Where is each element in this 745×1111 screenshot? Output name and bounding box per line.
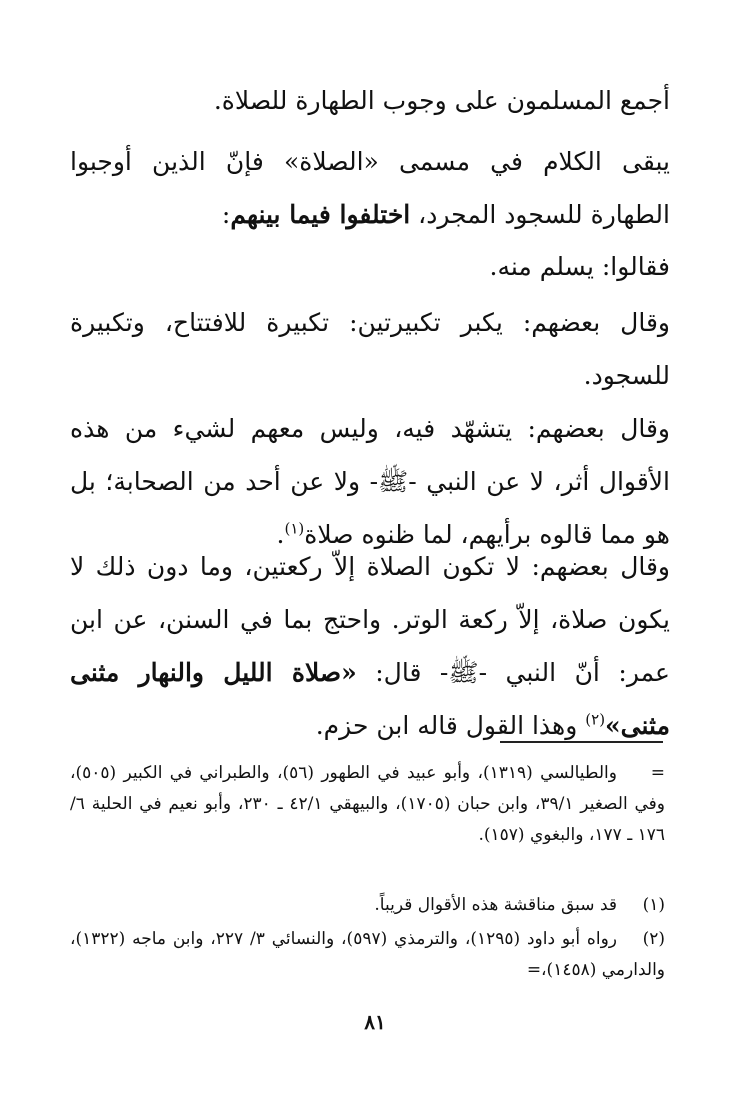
paragraph-4-text: وقال بعضهم: يكبر تكبيرتين: تكبيرة للافتتاح، وتكبيرة للسجود. — [70, 308, 670, 390]
footnote-marker: (١) — [642, 895, 665, 915]
paragraph-3 — [70, 240, 670, 293]
footnote-text: رواه أبو داود (١٢٩٥)، والترمذي (٥٩٧)، والنسائي ٣/ ٢٢٧، وابن ماجه (١٣٢٢)، والدارمي (١٤٥٨)،= — [70, 929, 665, 980]
paragraph-6-end: وهذا القول قاله ابن حزم. — [315, 711, 586, 740]
footnote-marker: (٢) — [642, 929, 665, 949]
footnote-2 — [70, 924, 665, 986]
paragraph-2 — [70, 135, 670, 241]
paragraph-5 — [70, 402, 670, 561]
paragraph-1-text: أجمع المسلمون على وجوب الطهارة للصلاة. — [213, 86, 670, 115]
paragraph-6-text: وقال بعضهم: لا تكون الصلاة إلاّ ركعتين، وما دون ذلك لا يكون صلاة، إلاّ ركعة الوتر. واحتج بما في السنن، عن ابن عمر: أنّ النبي -ﷺ- قال: — [70, 552, 670, 687]
footnote-text: والطيالسي (١٣١٩)، وأبو عبيد في الطهور (٥٦)، والطبراني في الكبير (٥٠٥)، وفي الصغير ٣٩/١، وابن حبان (١٧٠٥)، والبيهقي ٤٢/١ ـ ٢٣٠، وأبو نعيم في الحلية ٦/ ١٧٦ ـ ١٧٧، والبغوي (١٥٧). — [70, 763, 666, 845]
paragraph-6-bold: «صلاة الليل والنهار مثنى مثنى» — [70, 658, 670, 740]
footnote-1 — [70, 890, 665, 921]
footnote-divider — [500, 741, 663, 743]
paragraph-3-text: فقالوا: يسلم منه. — [489, 252, 670, 281]
footnote-continued — [70, 758, 665, 851]
footnote-marker: = — [650, 763, 665, 783]
paragraph-5-text: وقال بعضهم: يتشهّد فيه، وليس معهم لشيء من هذه الأقوال أثر، لا عن النبي -ﷺ- ولا عن أحد من الصحابة؛ بل هو مما قالوه برأيهم، لما ظنوه صلاة — [70, 414, 670, 549]
paragraph-1 — [70, 74, 670, 127]
footnote-ref-2[interactable]: (٢) — [585, 710, 606, 729]
paragraph-2-text: يبقى الكلام في مسمى «الصلاة» فإنّ الذين أوجبوا الطهارة للسجود المجرد، — [70, 147, 670, 229]
paragraph-2-bold: اختلفوا فيما بينهم — [230, 200, 411, 229]
paragraph-2-end: : — [221, 200, 231, 229]
footnote-text: قد سبق مناقشة هذه الأقوال قريباً. — [374, 895, 617, 915]
paragraph-4 — [70, 296, 670, 402]
footnote-ref-1[interactable]: (١) — [284, 519, 305, 538]
paragraph-6 — [70, 540, 670, 752]
paragraph-5-end: . — [276, 520, 285, 549]
page-number: ٨١ — [364, 1010, 386, 1034]
